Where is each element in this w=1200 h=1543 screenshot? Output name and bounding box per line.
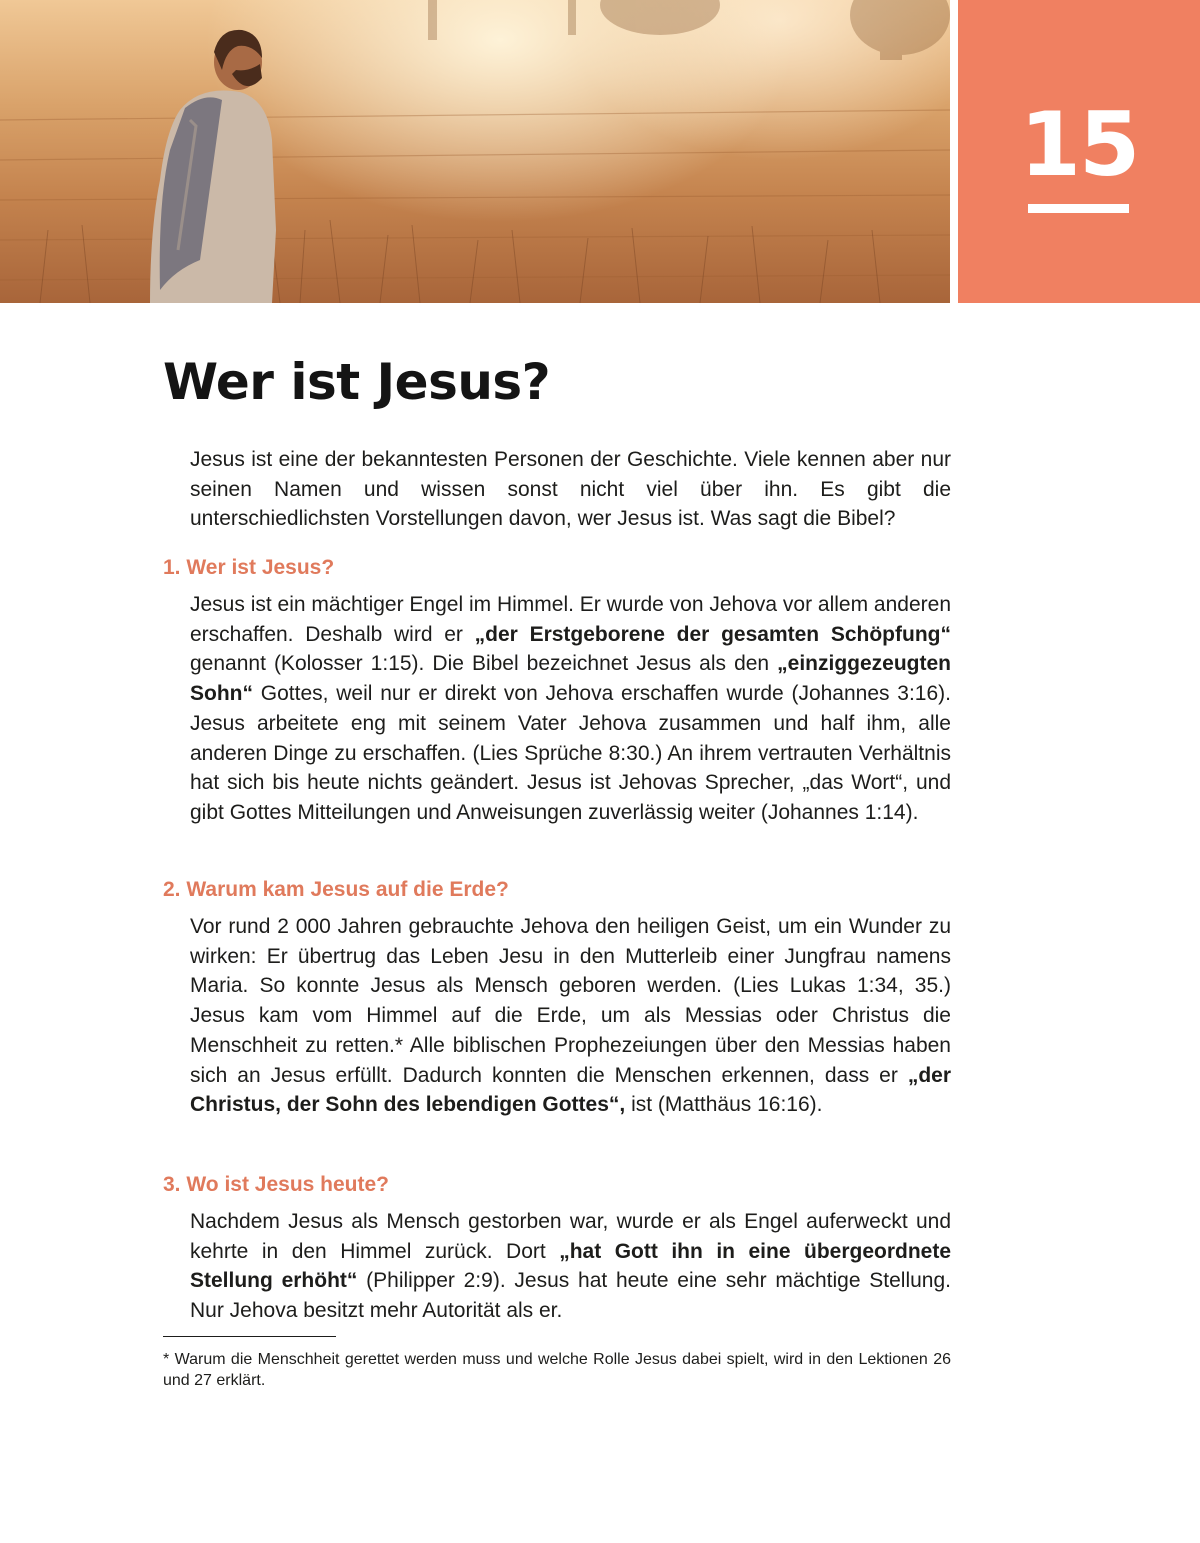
answer-2-emphasis: „der Christus, der Sohn des lebendigen Gottes“, [190,1063,951,1117]
answer-3 [190,1207,951,1326]
hero-image [0,0,950,303]
answer-1-text: Gottes, weil nur er direkt von Jehova erschaffen wurde (Johannes 3:16). Jesus arbeitete eng mit seinem Vater Jehova zusammen und half ihm, alle anderen Dinge zu erschaffen. (Lies Sprüche 8:30.) An ihrem vertrauten Verhältnis hat sich bis heute nichts geändert. Jesus ist Jehovas Sprecher, „das Wort“, und gibt Gottes Mitteilungen und Anweisungen zuverlässig weiter (Johannes 1:14). [190,682,951,824]
walking-figure [150,30,276,303]
answer-1-emphasis: „einziggezeugten Sohn“ [190,652,951,706]
question-2: 2. Warum kam Jesus auf die Erde? [163,878,509,901]
question-3: 3. Wo ist Jesus heute? [163,1173,390,1196]
answer-2-text: Vor rund 2 000 Jahren gebrauchte Jehova den heiligen Geist, um ein Wunder zu wirken: Er übertrug das Leben Jesu in den Mutterleib einer Jungfrau namens Maria. So konnte Jesus als Mensch geboren werden. (Lies Lukas 1:34, 35.) Jesus kam vom Himmel auf die Erde, um als Messias oder Christus die Menschheit zu retten.* Alle biblischen Prophezeiungen über den Messias haben sich an Jesus erfüllt. Dadurch konnten die Menschen erkennen, dass er [190,915,951,1087]
answer-1-text: genannt (Kolosser 1:15). Die Bibel bezeichnet Jesus als den [190,652,778,676]
answer-3-text: Nachdem Jesus als Mensch gestorben war, wurde er als Engel auferweckt und kehrte in den Himmel zurück. Dort [190,1210,951,1263]
answer-2-text: ist (Matthäus 16:16). [625,1093,823,1117]
page-title: Wer ist Jesus? [163,353,551,411]
answer-1 [190,590,951,828]
chapter-number: 15 [1019,93,1139,196]
question-1: 1. Wer ist Jesus? [163,556,335,579]
answer-3-emphasis: „hat Gott ihn in eine übergeordnete Stellung erhöht“ [190,1239,952,1293]
answer-3-text: (Philipper 2:9). Jesus hat heute eine sehr mächtige Stellung. Nur Jehova besitzt mehr Autorität als er. [190,1269,952,1323]
footnote: * Warum die Menschheit gerettet werden muss und welche Rolle Jesus dabei spielt, wird in den Lektionen 26 und 27 erklärt. [163,1351,951,1389]
chapter-number-underline [1028,204,1129,213]
chapter-badge [958,0,1200,303]
footnote-divider [163,1336,336,1337]
intro-paragraph: Jesus ist eine der bekanntesten Personen der Geschichte. Viele kennen aber nur seinen Namen und wissen sonst nicht viel über ihn. Es gibt die unterschiedlichsten Vorstellungen davon, wer Jesus ist. Was sagt die Bibel? [190,448,951,531]
wheat-field-illustration [0,0,950,303]
answer-2 [190,912,951,1120]
answer-1-emphasis: „der Erstgeborene der gesamten Schöpfung“ [474,622,951,646]
answer-1-text: Jesus ist ein mächtiger Engel im Himmel. Er wurde von Jehova vor allem anderen erschaffen. Deshalb wird er [190,593,951,646]
